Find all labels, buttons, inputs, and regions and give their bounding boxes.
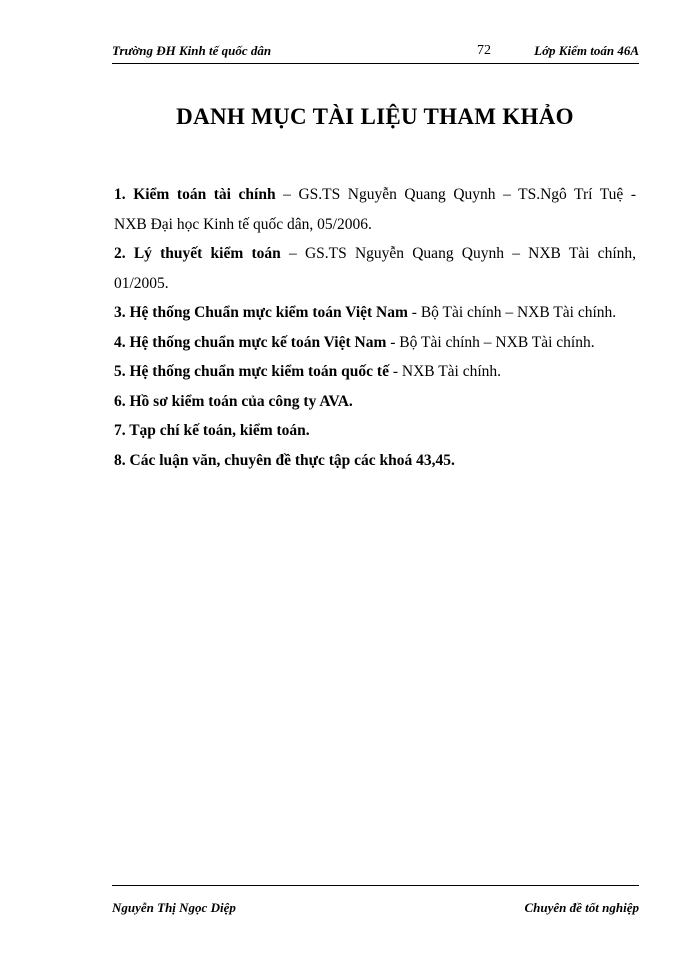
reference-3-line [114, 298, 636, 328]
reference-1-title: 1. Kiểm toán tài chính [114, 186, 276, 203]
reference-item-4 [114, 328, 636, 358]
reference-item-8 [114, 446, 636, 476]
footer-document-type: Chuyên đề tốt nghiệp [524, 900, 639, 915]
reference-item-2 [114, 239, 636, 298]
reference-7-title: 7. Tạp chí kế toán, kiểm toán. [114, 422, 310, 439]
reference-item-3 [114, 298, 636, 328]
footer-divider [112, 885, 639, 886]
reference-1-line-1 [114, 180, 636, 210]
reference-5-publisher: - NXB Tài chính. [388, 363, 502, 380]
reference-1-authors: – GS.TS Nguyễn Quang Quynh – TS.Ngô Trí Tuệ - [275, 186, 636, 203]
reference-4-title: 4. Hệ thống chuẩn mực kế toán Việt Nam [114, 333, 387, 351]
reference-6-title: 6. Hồ sơ kiểm toán của công ty AVA. [114, 392, 353, 410]
reference-4-line [114, 328, 636, 358]
page-header [112, 43, 639, 63]
page-number: 72 [477, 43, 491, 58]
reference-list [114, 180, 636, 475]
reference-2-line-1 [114, 239, 636, 269]
reference-5-line [114, 357, 636, 387]
reference-8-title: 8. Các luận văn, chuyên đề thực tập các khoá 43,45. [114, 451, 455, 469]
reference-3-title: 3. Hệ thống Chuẩn mực kiểm toán Việt Nam [114, 304, 408, 321]
reference-item-7 [114, 416, 636, 446]
reference-5-title: 5. Hệ thống chuẩn mực kiểm toán quốc tế [114, 363, 389, 380]
header-class-name: Lớp Kiểm toán 46A [534, 43, 639, 58]
reference-item-1 [114, 180, 636, 239]
reference-2-title: 2. Lý thuyết kiểm toán [114, 245, 281, 262]
reference-4-publisher: - Bộ Tài chính – NXB Tài chính. [386, 333, 595, 351]
header-divider [112, 63, 639, 64]
reference-1-publisher: NXB Đại học Kinh tế quốc dân, 05/2006. [114, 215, 372, 233]
header-school: Trường ĐH Kinh tế quốc dân [112, 43, 272, 58]
reference-2-authors: – GS.TS Nguyễn Quang Quynh – NXB Tài chính, [280, 245, 636, 262]
reference-item-5 [114, 357, 636, 387]
reference-2-date: 01/2005. [114, 274, 169, 292]
page-title: DANH MỤC TÀI LIỆU THAM KHẢO [176, 104, 574, 129]
footer-author: Nguyễn Thị Ngọc Diệp [112, 900, 236, 915]
reference-3-publisher: - Bộ Tài chính – NXB Tài chính. [407, 304, 617, 321]
page-footer [112, 900, 639, 920]
reference-item-6 [114, 387, 636, 417]
